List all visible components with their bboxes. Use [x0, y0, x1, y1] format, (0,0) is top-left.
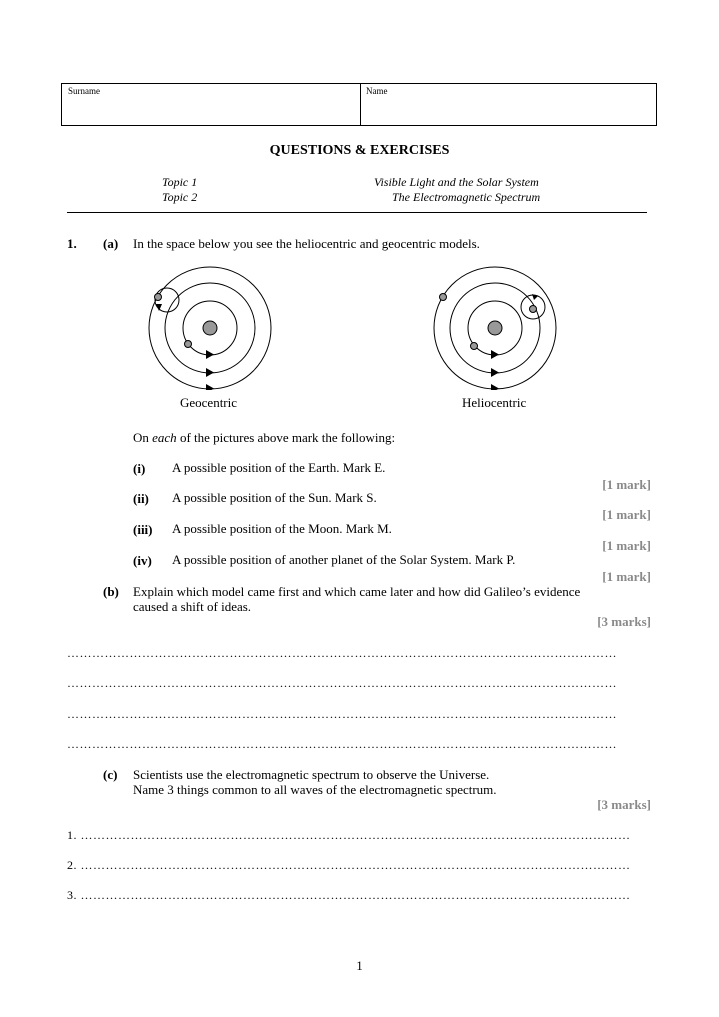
name-box-divider — [360, 84, 361, 125]
part-b-line2: caused a shift of ideas. — [133, 599, 252, 614]
outer-orbit-arrow — [206, 384, 214, 390]
answer-line[interactable]: …………………………………………………………………………………………………………………… — [67, 646, 617, 660]
instruction-emphasis: each — [152, 430, 177, 445]
item-i-marks: [1 mark] — [602, 477, 651, 492]
item-i-label: (i) — [133, 461, 146, 476]
answer-dots: …………………………………………………………………………………………………………………… — [80, 888, 631, 902]
name-box — [61, 83, 657, 126]
answer-line[interactable]: …………………………………………………………………………………………………………………… — [67, 707, 617, 721]
item-i-text: A possible position of the Earth. Mark E. — [172, 460, 386, 475]
answer-number: 2. — [67, 858, 77, 872]
topic-1-label: Topic 1 — [162, 175, 198, 189]
name-label: Name — [366, 86, 388, 96]
outer-orbit-arrow — [491, 384, 499, 390]
part-a-text: In the space below you see the heliocentric and geocentric models. — [133, 236, 480, 251]
heliocentric-planet — [530, 306, 537, 313]
inner-orbit-arrow — [491, 350, 499, 359]
answer-line[interactable]: …………………………………………………………………………………………………………………… — [67, 737, 617, 751]
page-number: 1 — [356, 958, 363, 973]
geocentric-label: Geocentric — [180, 395, 238, 410]
part-c-marks: [3 marks] — [597, 797, 651, 812]
item-iii-marks: [1 mark] — [602, 538, 651, 553]
item-ii-label: (ii) — [133, 491, 149, 506]
item-iv-label: (iv) — [133, 553, 152, 568]
instruction-pre: On — [133, 430, 153, 445]
answer-dots: …………………………………………………………………………………………………………………… — [80, 858, 631, 872]
topic-2-label: Topic 2 — [162, 190, 198, 204]
middle-orbit-arrow — [491, 368, 499, 377]
part-c-label: (c) — [103, 767, 118, 782]
page-title: QUESTIONS & EXERCISES — [269, 143, 450, 158]
geocentric-diagram — [140, 260, 280, 390]
topic-1-value: Visible Light and the Solar System — [374, 175, 539, 189]
geocentric-planet — [155, 294, 162, 301]
heliocentric-diagram — [425, 260, 565, 390]
part-c-line1: Scientists use the electromagnetic spectrum to observe the Universe. — [133, 767, 490, 782]
heliocentric-label: Heliocentric — [462, 395, 527, 410]
question-number: 1. — [67, 236, 77, 251]
inner-orbit-arrow — [206, 350, 214, 359]
item-iv-marks: [1 mark] — [602, 569, 651, 584]
numbered-answer-line[interactable] — [67, 858, 639, 873]
topic-2-value: The Electromagnetic Spectrum — [392, 190, 541, 204]
item-iv-text: A possible position of another planet of the Solar System. Mark P. — [172, 552, 516, 567]
item-iii-text: A possible position of the Moon. Mark M. — [172, 521, 392, 536]
answer-number: 3. — [67, 888, 77, 902]
numbered-answer-line[interactable] — [67, 888, 639, 903]
geocentric-center-body — [203, 321, 217, 335]
instruction — [133, 430, 395, 446]
heliocentric-outer-body — [440, 294, 447, 301]
geocentric-inner-body — [185, 341, 192, 348]
instruction-post: of the pictures above mark the following: — [176, 430, 396, 445]
answer-line[interactable]: …………………………………………………………………………………………………………………… — [67, 676, 617, 690]
heliocentric-inner-body — [471, 343, 478, 350]
part-b-line1: Explain which model came first and which came later and how did Galileo’s evidence — [133, 584, 581, 599]
surname-label: Surname — [68, 86, 100, 96]
numbered-answer-line[interactable] — [67, 828, 639, 843]
item-ii-text: A possible position of the Sun. Mark S. — [172, 490, 377, 505]
part-a-label: (a) — [103, 236, 119, 251]
item-iii-label: (iii) — [133, 522, 153, 537]
part-c-line2: Name 3 things common to all waves of the electromagnetic spectrum. — [133, 782, 497, 797]
answer-dots: …………………………………………………………………………………………………………………… — [80, 828, 631, 842]
heliocentric-center-body — [488, 321, 502, 335]
answer-number: 1. — [67, 828, 77, 842]
item-ii-marks: [1 mark] — [602, 507, 651, 522]
separator-rule — [67, 212, 647, 213]
part-b-marks: [3 marks] — [597, 614, 651, 629]
part-b-label: (b) — [103, 584, 119, 599]
middle-orbit-arrow — [206, 368, 214, 377]
